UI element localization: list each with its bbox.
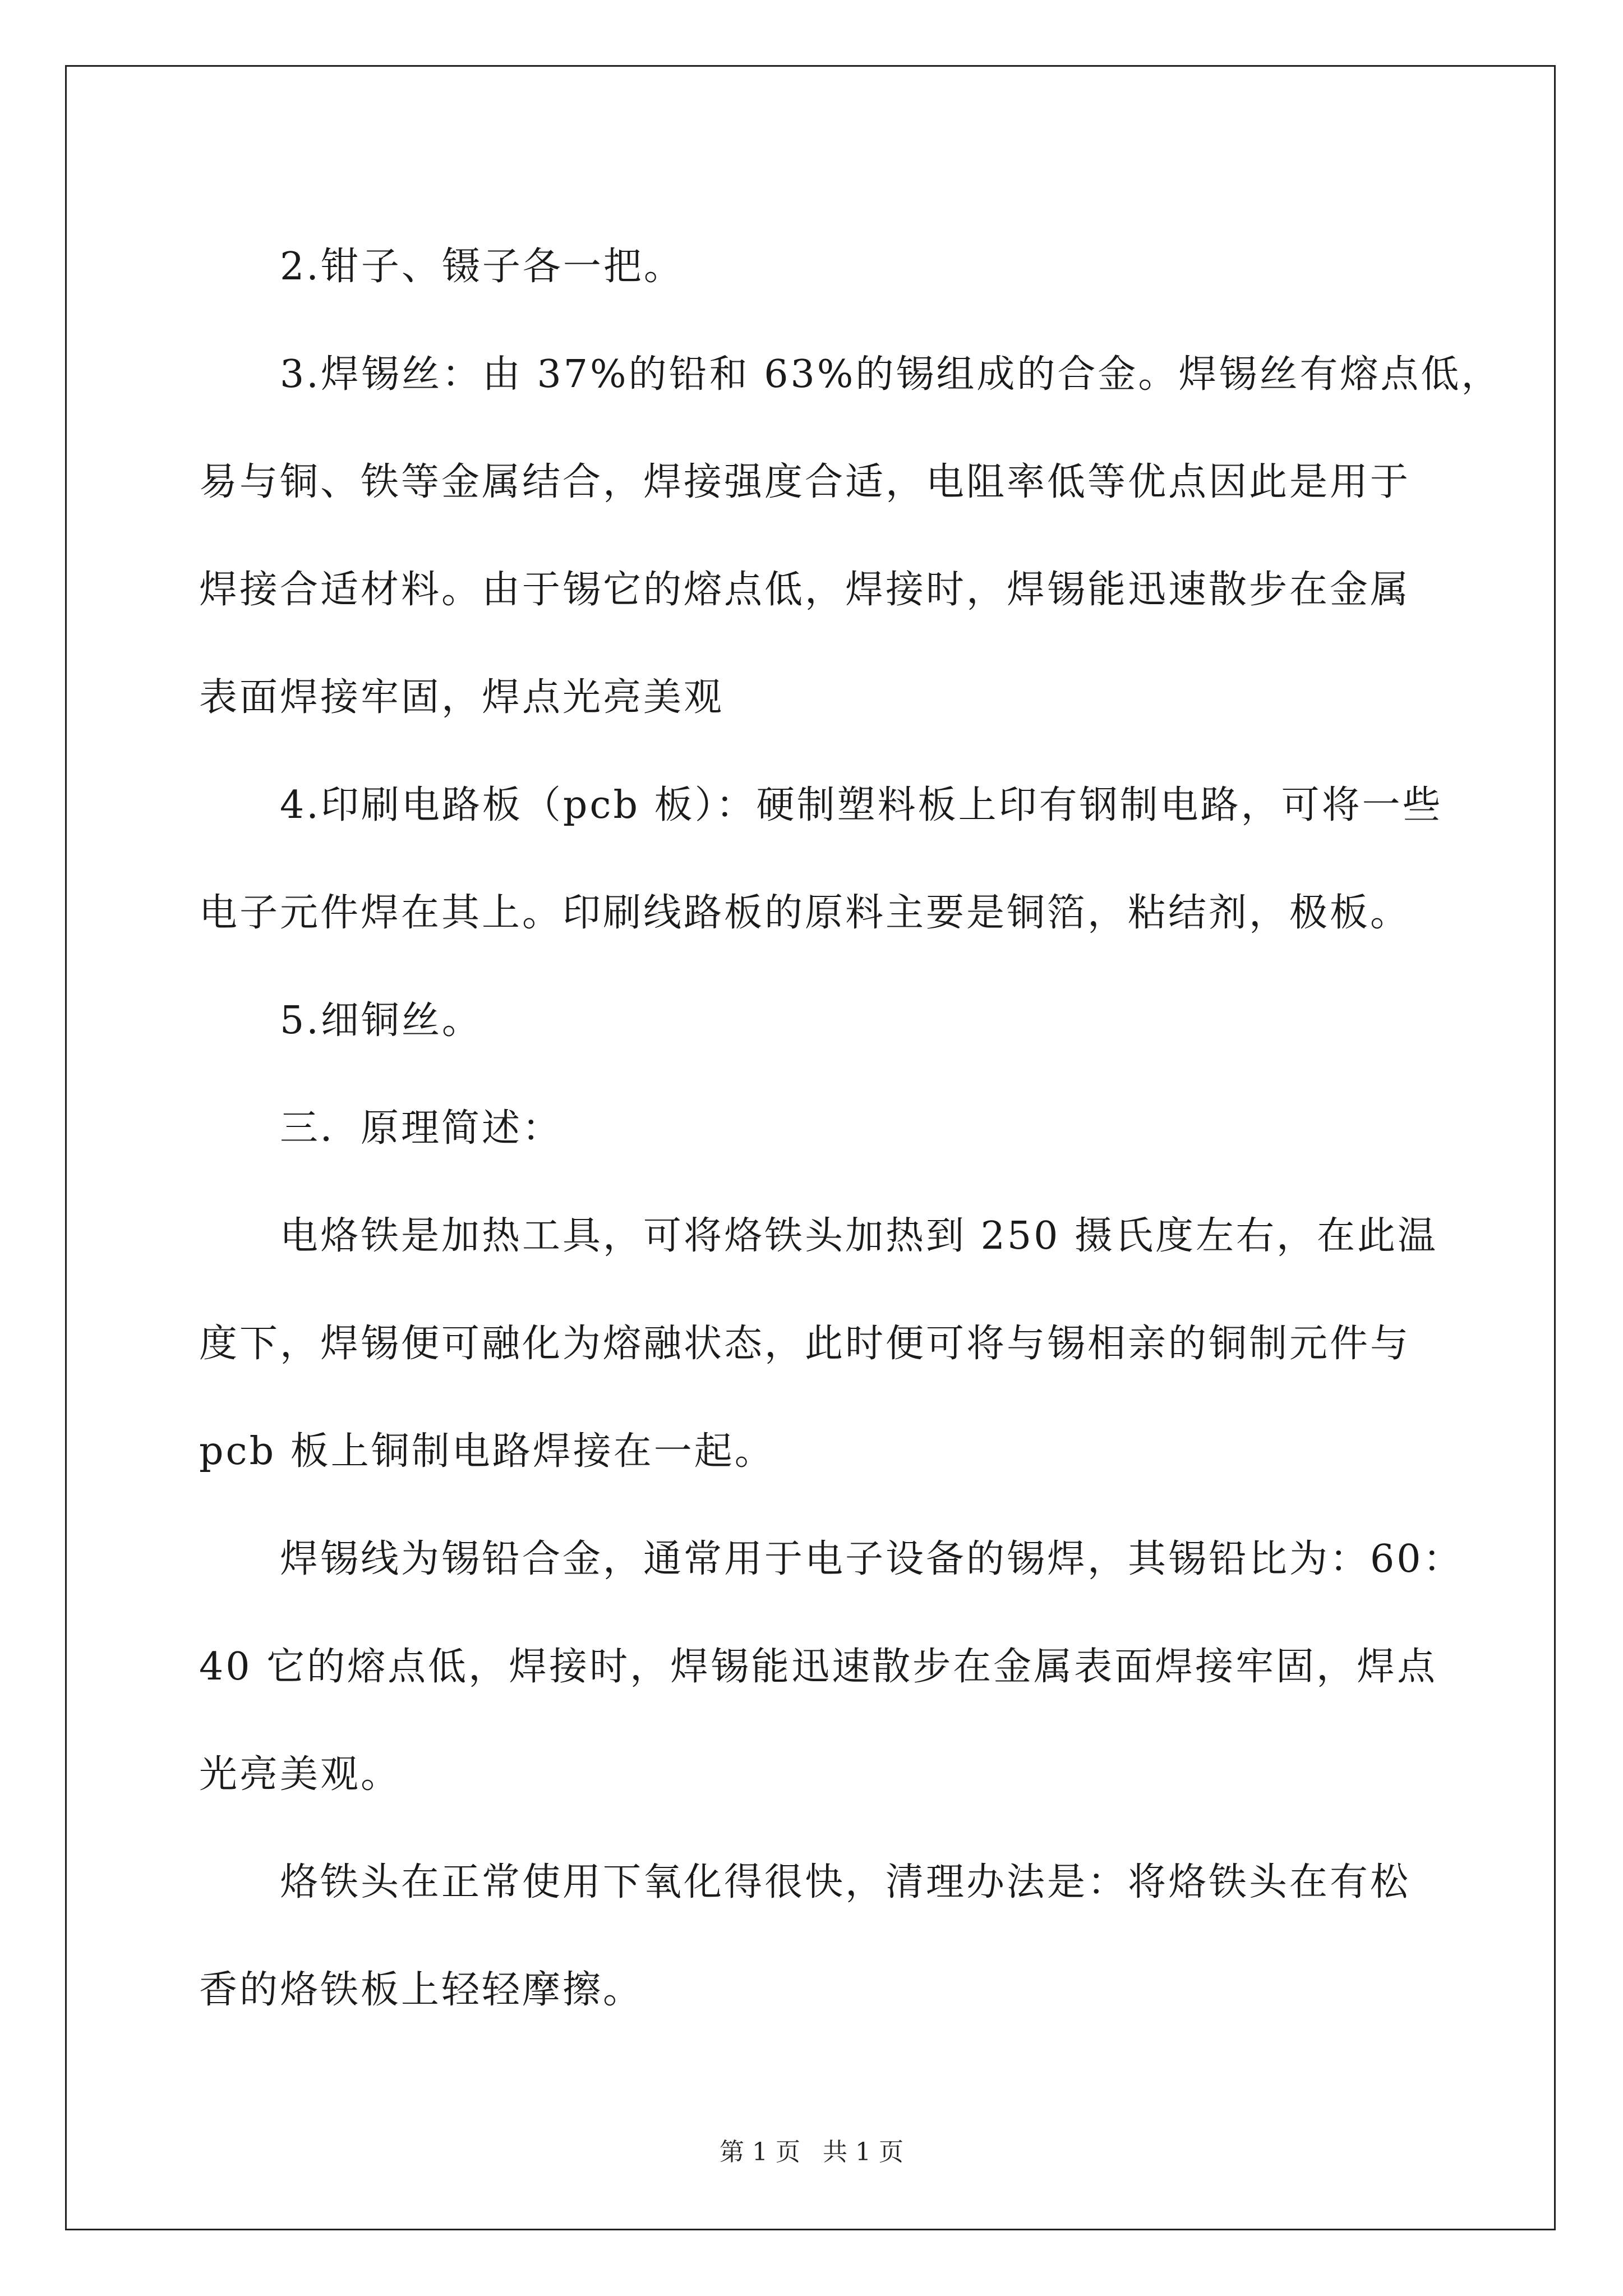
section-heading-principle bbox=[199, 1075, 1427, 1182]
paragraph-solder-alloy bbox=[199, 1506, 1464, 1829]
paragraph-tools bbox=[199, 213, 1427, 321]
page-footer bbox=[0, 2132, 1623, 2168]
paragraph-solder-wire bbox=[199, 321, 1502, 752]
paragraph-iron-principle bbox=[199, 1182, 1438, 1506]
paragraph-line: 光亮美观。 bbox=[199, 1752, 402, 1797]
paragraph-pcb bbox=[199, 752, 1443, 967]
paragraph-line: pcb 板上铜制电路焊接在一起。 bbox=[199, 1429, 775, 1474]
paragraph-line: 易与铜、铁等金属结合，焊接强度合适，电阻率低等优点因此是用于 bbox=[199, 460, 1411, 504]
paragraph-line: 5.细铜丝。 bbox=[280, 999, 482, 1043]
paragraph-line: 3.焊锡丝：由 37%的铅和 63%的锡组成的合金。焊锡丝有熔点低， bbox=[280, 352, 1502, 397]
paragraph-line: 电子元件焊在其上。印刷线路板的原料主要是铜箔，粘结剂，极板。 bbox=[199, 891, 1411, 935]
paragraph-line: 焊锡线为锡铅合金，通常用于电子设备的锡焊，其锡铅比为：60： bbox=[280, 1537, 1464, 1581]
paragraph-line: 电烙铁是加热工具，可将烙铁头加热到 250 摄氏度左右，在此温 bbox=[280, 1214, 1438, 1258]
paragraph-line: 焊接合适材料。由于锡它的熔点低，焊接时，焊锡能迅速散步在金属 bbox=[199, 568, 1411, 612]
page-number: 第 1 页 bbox=[720, 2138, 800, 2166]
document-body bbox=[199, 213, 1502, 2044]
paragraph-line: 4.印刷电路板（pcb 板）：硬制塑料板上印有钢制电路，可将一些 bbox=[280, 783, 1443, 827]
paragraph-copper-wire bbox=[199, 967, 1427, 1075]
paragraph-iron-cleaning bbox=[199, 1829, 1427, 2044]
section-heading: 三．原理简述： bbox=[280, 1106, 563, 1151]
paragraph-line: 度下，焊锡便可融化为熔融状态，此时便可将与锡相亲的铜制元件与 bbox=[199, 1322, 1411, 1366]
paragraph-line: 表面焊接牢固，焊点光亮美观 bbox=[199, 675, 725, 720]
paragraph-line: 40 它的熔点低，焊接时，焊锡能迅速散步在金属表面焊接牢固，焊点 bbox=[199, 1645, 1438, 1689]
page-total: 共 1 页 bbox=[823, 2138, 903, 2166]
paragraph-line: 烙铁头在正常使用下氧化得很快，清理办法是：将烙铁头在有松 bbox=[280, 1860, 1411, 1904]
paragraph-line: 2.钳子、镊子各一把。 bbox=[280, 245, 684, 289]
paragraph-line: 香的烙铁板上轻轻摩擦。 bbox=[199, 1968, 644, 2012]
